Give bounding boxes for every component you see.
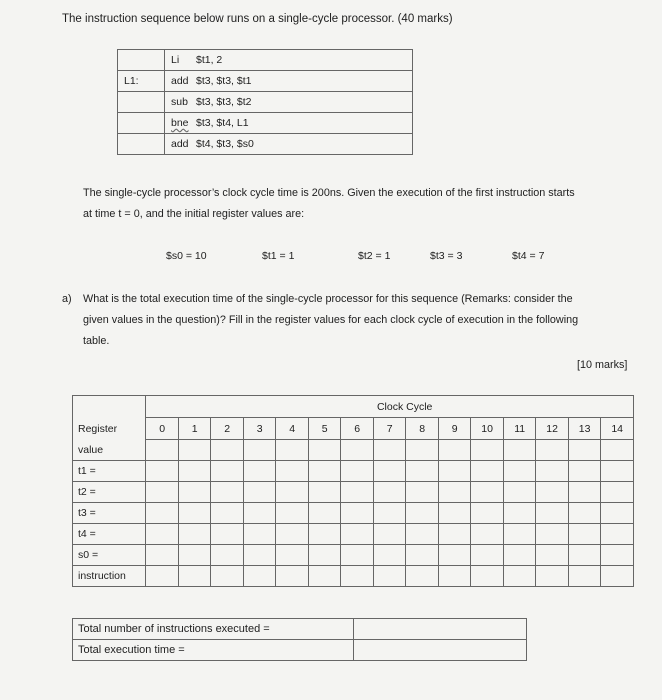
value-cell[interactable] (178, 566, 211, 587)
corner-cell (73, 396, 146, 418)
initial-value-t2: $t2 = 1 (358, 250, 391, 262)
value-cell[interactable] (568, 503, 601, 524)
cycle-number: 1 (178, 418, 211, 440)
cycle-number: 5 (308, 418, 341, 440)
register-row-instruction (73, 566, 634, 587)
value-cell[interactable] (243, 503, 276, 524)
instruction-args: $t3, $t3, $t1 (196, 75, 252, 87)
register-label: instruction (73, 566, 146, 587)
instruction-args: $t1, 2 (196, 54, 223, 66)
value-cell[interactable] (438, 545, 471, 566)
total-time-label: Total execution time = (73, 640, 354, 661)
value-cell[interactable] (211, 545, 244, 566)
value-cell[interactable] (406, 482, 439, 503)
instruction-row (165, 92, 413, 113)
value-cell[interactable] (503, 503, 536, 524)
value-cell[interactable] (276, 545, 309, 566)
value-cell[interactable] (341, 566, 374, 587)
value-cell[interactable] (308, 566, 341, 587)
value-cell[interactable] (308, 503, 341, 524)
register-label: t4 = (73, 524, 146, 545)
value-cell[interactable] (243, 482, 276, 503)
cycle-number: 14 (601, 418, 634, 440)
cycle-number: 2 (211, 418, 244, 440)
value-cell[interactable] (243, 545, 276, 566)
value-cell[interactable] (308, 524, 341, 545)
value-cell[interactable] (471, 503, 504, 524)
intro-line: at time t = 0, and the initial register values are: (83, 208, 305, 220)
instruction-row (165, 71, 413, 92)
cycle-number: 11 (503, 418, 536, 440)
value-cell[interactable] (503, 545, 536, 566)
register-values-table (72, 395, 634, 587)
value-cell[interactable] (341, 503, 374, 524)
value-cell (471, 440, 504, 461)
register-row-t3 (73, 503, 634, 524)
value-cell[interactable] (308, 545, 341, 566)
intro-paragraph (83, 183, 575, 225)
value-cell[interactable] (471, 566, 504, 587)
value-cell[interactable] (438, 482, 471, 503)
instruction-args: $t3, $t4, L1 (196, 117, 249, 129)
value-cell[interactable] (503, 482, 536, 503)
value-cell[interactable] (146, 566, 179, 587)
initial-value-t3: $t3 = 3 (430, 250, 463, 262)
total-instructions-label: Total number of instructions executed = (73, 619, 354, 640)
value-cell[interactable] (276, 524, 309, 545)
value-cell[interactable] (373, 566, 406, 587)
instruction-row (165, 113, 413, 134)
cycle-number: 9 (438, 418, 471, 440)
value-cell[interactable] (211, 524, 244, 545)
value-cell[interactable] (341, 482, 374, 503)
value-cell[interactable] (373, 503, 406, 524)
instr-label-cell (118, 50, 165, 71)
value-cell[interactable] (146, 461, 179, 482)
instruction-op: add (171, 75, 189, 87)
cycle-number: 8 (406, 418, 439, 440)
value-cell (308, 440, 341, 461)
value-cell[interactable] (536, 482, 569, 503)
value-cell[interactable] (601, 461, 634, 482)
value-cell (438, 440, 471, 461)
cycle-number: 4 (276, 418, 309, 440)
initial-value-t4: $t4 = 7 (512, 250, 545, 262)
value-cell[interactable] (406, 545, 439, 566)
value-header: value (73, 440, 146, 461)
instruction-row (165, 134, 413, 155)
value-cell (373, 440, 406, 461)
value-cell[interactable] (211, 461, 244, 482)
value-cell[interactable] (211, 566, 244, 587)
register-row-t2 (73, 482, 634, 503)
value-cell[interactable] (276, 503, 309, 524)
value-cell[interactable] (568, 482, 601, 503)
value-cell[interactable] (373, 545, 406, 566)
value-cell[interactable] (341, 524, 374, 545)
value-cell[interactable] (406, 503, 439, 524)
value-cell (243, 440, 276, 461)
instruction-row (165, 50, 413, 71)
register-row-s0 (73, 545, 634, 566)
instruction-op: Li (171, 54, 180, 66)
value-cell[interactable] (178, 461, 211, 482)
value-cell[interactable] (243, 566, 276, 587)
total-instructions-row (73, 619, 527, 640)
value-cell[interactable] (471, 545, 504, 566)
value-cell[interactable] (146, 545, 179, 566)
value-cell[interactable] (536, 566, 569, 587)
value-cell[interactable] (178, 482, 211, 503)
cycle-number: 10 (471, 418, 504, 440)
value-cell[interactable] (568, 461, 601, 482)
question-a-marks: [10 marks] (577, 359, 628, 371)
value-label-row (73, 440, 634, 461)
value-cell[interactable] (146, 482, 179, 503)
total-time-row (73, 640, 527, 661)
cycle-number: 13 (568, 418, 601, 440)
value-cell[interactable] (308, 482, 341, 503)
value-cell[interactable] (438, 503, 471, 524)
register-label: t1 = (73, 461, 146, 482)
instr-label-cell (118, 92, 165, 113)
totals-table (72, 618, 527, 661)
value-cell[interactable] (178, 524, 211, 545)
value-cell (178, 440, 211, 461)
value-cell[interactable] (601, 482, 634, 503)
value-cell[interactable] (503, 566, 536, 587)
value-cell[interactable] (243, 461, 276, 482)
value-cell[interactable] (536, 503, 569, 524)
register-header: Register (73, 418, 146, 440)
value-cell[interactable] (601, 545, 634, 566)
register-label: t3 = (73, 503, 146, 524)
cycle-number: 7 (373, 418, 406, 440)
value-cell[interactable] (438, 566, 471, 587)
instr-label-cell (118, 134, 165, 155)
total-instructions-answer[interactable] (354, 619, 527, 640)
value-cell[interactable] (146, 503, 179, 524)
value-cell[interactable] (406, 566, 439, 587)
instruction-op: sub (171, 96, 188, 108)
value-cell (406, 440, 439, 461)
register-label: t2 = (73, 482, 146, 503)
register-row-t1 (73, 461, 634, 482)
value-cell (211, 440, 244, 461)
value-cell[interactable] (146, 524, 179, 545)
question-a-text (83, 289, 578, 352)
value-cell[interactable] (406, 524, 439, 545)
value-cell[interactable] (438, 461, 471, 482)
clock-cycle-header: Clock Cycle (146, 396, 634, 418)
value-cell (568, 440, 601, 461)
question-line: What is the total execution time of the single-cycle processor for this sequence (Remarks: consider the (83, 293, 573, 305)
cycle-number-row (73, 418, 634, 440)
value-cell[interactable] (178, 503, 211, 524)
value-cell[interactable] (568, 524, 601, 545)
value-cell[interactable] (471, 482, 504, 503)
instruction-args: $t4, $t3, $s0 (196, 138, 254, 150)
value-cell[interactable] (536, 461, 569, 482)
value-cell[interactable] (406, 461, 439, 482)
value-cell[interactable] (503, 524, 536, 545)
value-cell (146, 440, 179, 461)
loop-label: L1: (118, 71, 165, 92)
value-cell[interactable] (178, 545, 211, 566)
cycle-number: 0 (146, 418, 179, 440)
value-cell (503, 440, 536, 461)
value-cell[interactable] (341, 545, 374, 566)
question-title: The instruction sequence below runs on a single-cycle processor. (40 marks) (62, 13, 453, 25)
cycle-number: 12 (536, 418, 569, 440)
value-cell[interactable] (601, 503, 634, 524)
total-time-answer[interactable] (354, 640, 527, 661)
instr-label-cell (118, 113, 165, 134)
value-cell[interactable] (438, 524, 471, 545)
value-cell[interactable] (243, 524, 276, 545)
value-cell[interactable] (471, 524, 504, 545)
value-cell[interactable] (276, 461, 309, 482)
value-cell[interactable] (276, 482, 309, 503)
value-cell[interactable] (536, 524, 569, 545)
value-cell[interactable] (568, 545, 601, 566)
initial-value-t1: $t1 = 1 (262, 250, 295, 262)
instruction-args: $t3, $t3, $t2 (196, 96, 252, 108)
value-cell (276, 440, 309, 461)
value-cell (341, 440, 374, 461)
value-cell[interactable] (341, 461, 374, 482)
value-cell[interactable] (276, 566, 309, 587)
value-cell[interactable] (536, 545, 569, 566)
value-cell[interactable] (373, 482, 406, 503)
value-cell (601, 440, 634, 461)
cycle-number: 3 (243, 418, 276, 440)
value-cell[interactable] (471, 461, 504, 482)
value-cell[interactable] (373, 524, 406, 545)
clock-cycle-header-row (73, 396, 634, 418)
register-row-t4 (73, 524, 634, 545)
value-cell[interactable] (211, 482, 244, 503)
value-cell[interactable] (601, 524, 634, 545)
value-cell[interactable] (211, 503, 244, 524)
instruction-op: bne (171, 117, 189, 129)
question-line: given values in the question)? Fill in the register values for each clock cycle of execution in the following (83, 314, 579, 326)
value-cell[interactable] (308, 461, 341, 482)
value-cell[interactable] (568, 566, 601, 587)
value-cell[interactable] (601, 566, 634, 587)
register-label: s0 = (73, 545, 146, 566)
instruction-op: add (171, 138, 189, 150)
question-a-label: a) (62, 293, 72, 305)
cycle-number: 6 (341, 418, 374, 440)
initial-value-s0: $s0 = 10 (166, 250, 207, 262)
intro-line: The single-cycle processor’s clock cycle time is 200ns. Given the execution of the first instruction starts (83, 187, 575, 199)
question-line: table. (83, 335, 110, 347)
instruction-sequence-table (117, 49, 413, 155)
value-cell[interactable] (503, 461, 536, 482)
value-cell (536, 440, 569, 461)
value-cell[interactable] (373, 461, 406, 482)
